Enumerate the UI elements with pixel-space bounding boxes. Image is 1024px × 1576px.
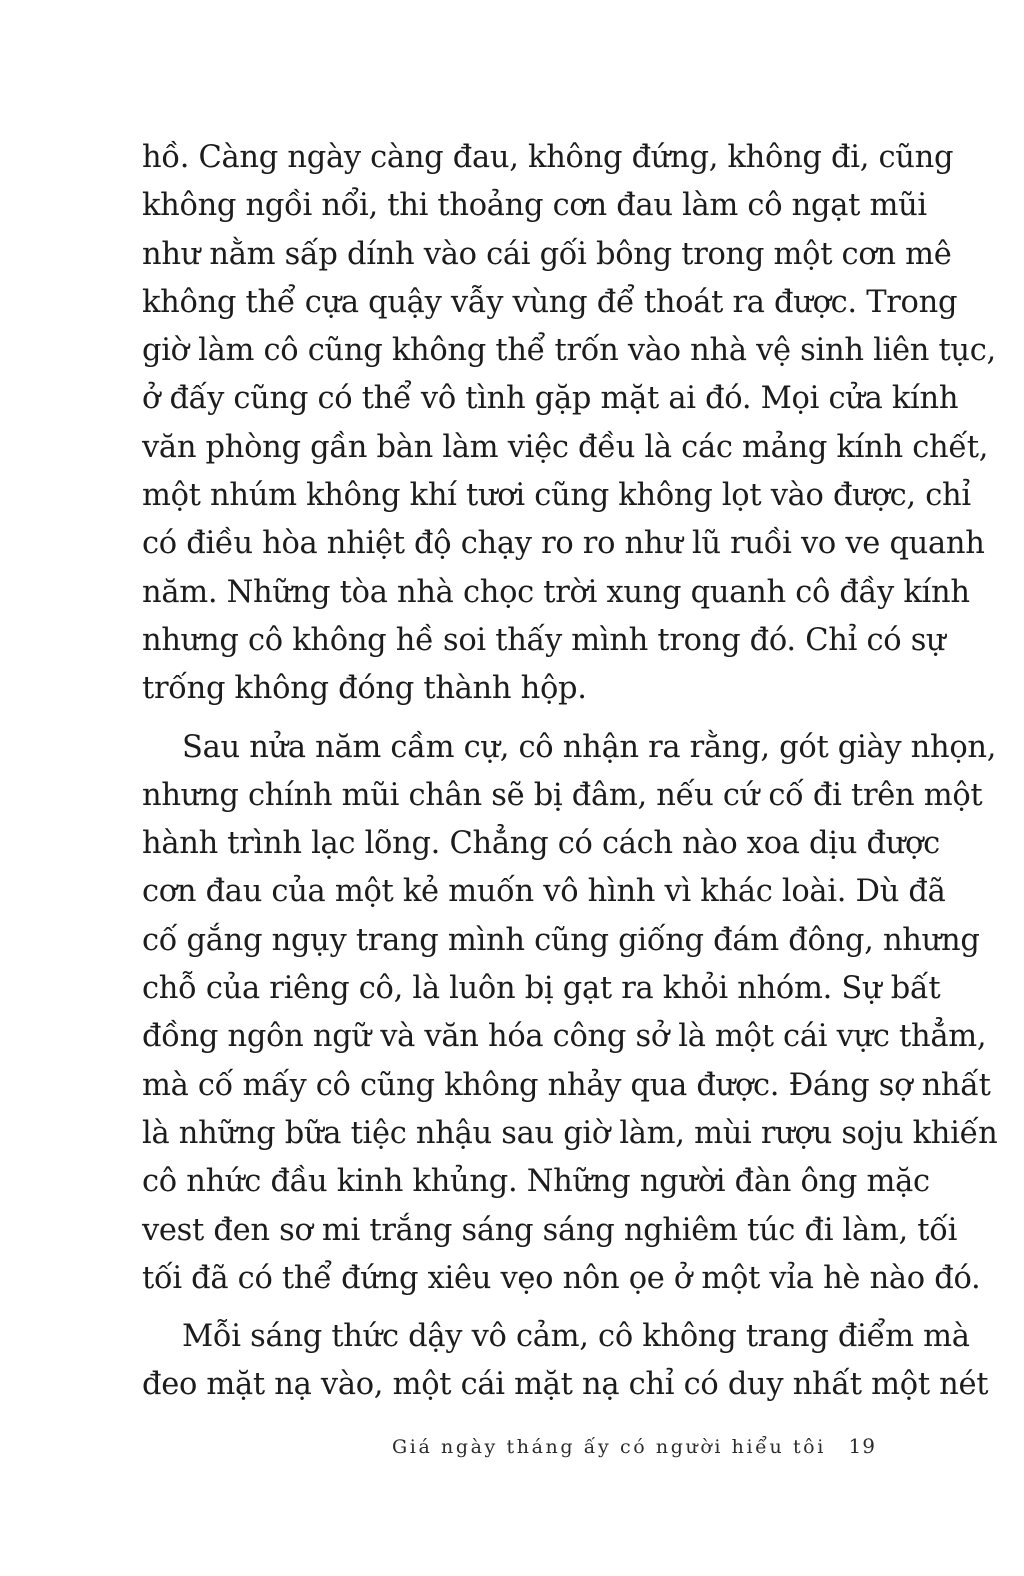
text-line: không thể cựa quậy vẫy vùng để thoát ra được. Trong xyxy=(142,284,958,320)
text-line: năm. Những tòa nhà chọc trời xung quanh cô đầy kính xyxy=(142,574,970,610)
text-line: cố gắng ngụy trang mình cũng giống đám đông, nhưng xyxy=(142,922,980,958)
text-line: hồ. Càng ngày càng đau, không đứng, không đi, cũng xyxy=(142,140,954,175)
text-line: một nhúm không khí tươi cũng không lọt vào được, chỉ xyxy=(142,478,971,514)
text-line: cơn đau của một kẻ muốn vô hình vì khác loài. Dù đã xyxy=(142,874,946,910)
text-line: có điều hòa nhiệt độ chạy ro ro như lũ ruồi vo ve quanh xyxy=(142,526,985,562)
text-line: Mỗi sáng thức dậy vô cảm, cô không trang điểm mà xyxy=(182,1319,970,1355)
paragraph-gap xyxy=(142,1303,882,1313)
text-line: mà cố mấy cô cũng không nhảy qua được. Đáng sợ nhất xyxy=(142,1067,991,1103)
text-line: vest đen sơ mi trắng sáng sáng nghiêm túc đi làm, tối xyxy=(142,1212,958,1248)
text-line: cô nhức đầu kinh khủng. Những người đàn ông mặc xyxy=(142,1164,930,1200)
text-line: đeo mặt nạ vào, một cái mặt nạ chỉ có duy nhất một nét xyxy=(142,1367,989,1403)
text-line: văn phòng gần bàn làm việc đều là các mảng kính chết, xyxy=(142,429,989,465)
running-footer xyxy=(392,1434,876,1458)
text-line: không ngồi nổi, thi thoảng cơn đau làm cô ngạt mũi xyxy=(142,188,927,224)
text-line: chỗ của riêng cô, là luôn bị gạt ra khỏi nhóm. Sự bất xyxy=(142,971,941,1007)
page-number: 19 xyxy=(848,1434,876,1458)
running-title: Giá ngày tháng ấy có người hiểu tôi xyxy=(391,1436,826,1458)
paragraph xyxy=(142,724,998,1304)
paragraph xyxy=(142,134,996,714)
text-line: tối đã có thể đứng xiêu vẹo nôn ọe ở một vỉa hè nào đó. xyxy=(142,1260,981,1296)
paragraph-gap xyxy=(142,714,882,724)
paragraph xyxy=(142,1313,989,1410)
body-text xyxy=(142,134,998,1410)
text-line: đồng ngôn ngữ và văn hóa công sở là một cái vực thẳm, xyxy=(142,1019,987,1055)
text-line: hành trình lạc lõng. Chẳng có cách nào xoa dịu được xyxy=(142,826,940,862)
text-line: nhưng cô không hề soi thấy mình trong đó. Chỉ có sự xyxy=(142,622,946,658)
text-line: Sau nửa năm cầm cự, cô nhận ra rằng, gót giày nhọn, xyxy=(182,729,997,765)
text-line: nhưng chính mũi chân sẽ bị đâm, nếu cứ cố đi trên một xyxy=(142,777,983,813)
text-line: là những bữa tiệc nhậu sau giờ làm, mùi rượu soju khiến xyxy=(142,1115,998,1151)
text-line: giờ làm cô cũng không thể trốn vào nhà vệ sinh liên tục, xyxy=(142,333,996,369)
text-line: trống không đóng thành hộp. xyxy=(142,671,587,707)
text-line: như nằm sấp dính vào cái gối bông trong một cơn mê xyxy=(142,236,952,272)
text-line: ở đấy cũng có thể vô tình gặp mặt ai đó. Mọi cửa kính xyxy=(142,381,959,417)
